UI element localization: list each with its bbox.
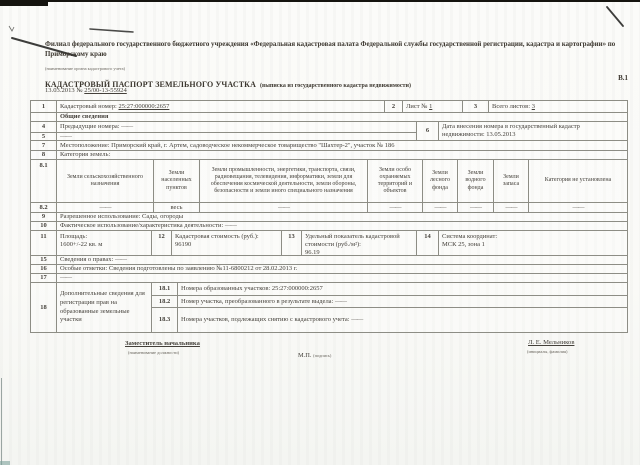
dash-value: —— bbox=[56, 133, 416, 141]
row-number: 9 bbox=[41, 213, 46, 221]
table-row bbox=[31, 273, 627, 282]
table-row bbox=[31, 264, 627, 273]
row-number: 3 bbox=[462, 101, 488, 112]
table-row bbox=[31, 221, 627, 230]
cadastral-number-cell bbox=[56, 101, 384, 112]
coordinate-system-label: Система координат: bbox=[442, 233, 498, 240]
actual-use-cell bbox=[56, 222, 627, 230]
area-value: 1600+/-22 кв. м bbox=[60, 240, 103, 248]
category-col-water: Земли водного фонда bbox=[457, 160, 493, 202]
pen-stroke bbox=[90, 29, 133, 32]
row-number: 7 bbox=[41, 141, 46, 149]
actual-use-label: Фактическое использование/характеристика деятельности: bbox=[60, 222, 224, 230]
row-number: 18.1 bbox=[158, 285, 171, 293]
table-row bbox=[31, 112, 627, 121]
row-number: 13 bbox=[281, 231, 301, 255]
row-number: 5 bbox=[41, 132, 46, 140]
cadastral-value-amount: 96190 bbox=[175, 240, 192, 248]
cadastral-value-cell bbox=[171, 231, 281, 255]
total-sheets-cell bbox=[488, 101, 627, 112]
transformed-parcel-cell bbox=[177, 296, 627, 307]
scan-corner-artifact bbox=[0, 0, 48, 6]
removal-parcels-cell bbox=[177, 308, 627, 332]
table-row bbox=[152, 283, 627, 295]
rights-cell bbox=[56, 256, 627, 264]
document-date: 13.03.2013 № bbox=[45, 87, 83, 94]
row-number: 16 bbox=[40, 265, 47, 273]
category-value: —— bbox=[528, 203, 627, 212]
coordinate-system-value: МСК 25, зона 1 bbox=[442, 240, 485, 248]
table-row-group bbox=[31, 121, 627, 140]
scan-edge-artifact bbox=[0, 0, 640, 2]
signer-position: Заместитель начальника bbox=[125, 340, 200, 347]
total-sheets-label: Всего листов: bbox=[492, 102, 531, 110]
sheet-label: Лист № bbox=[406, 102, 428, 110]
row-number: 15 bbox=[40, 256, 47, 264]
category-value: —— bbox=[199, 203, 367, 212]
table-row-group bbox=[31, 282, 627, 332]
row-number: 1 bbox=[41, 102, 46, 110]
row-number: 18.2 bbox=[158, 297, 171, 305]
category-col-forest: Земли лесного фонда bbox=[422, 160, 457, 202]
scan-bottom-corner-mark bbox=[0, 461, 10, 465]
document-title-row bbox=[45, 74, 623, 92]
table-row bbox=[31, 255, 627, 264]
table-row bbox=[31, 101, 627, 112]
form-code: В.1 bbox=[618, 74, 628, 82]
category-value: —— bbox=[493, 203, 528, 212]
category-col-agricultural: Земли сельскохозяйственного назначения bbox=[56, 160, 153, 202]
row-number: 12 bbox=[151, 231, 171, 255]
cadastral-table bbox=[30, 100, 628, 333]
cadastral-number-value: 25:27:000000:2657 bbox=[118, 102, 170, 110]
signer-name-caption: (инициалы, фамилия) bbox=[527, 349, 568, 354]
category-value: —— bbox=[422, 203, 457, 212]
category-col-not-set: Категория не установлена bbox=[528, 160, 627, 202]
dash-value: —— bbox=[121, 123, 133, 130]
table-row bbox=[31, 122, 416, 132]
row-number: 8.1 bbox=[39, 162, 48, 169]
row-number: 8 bbox=[41, 151, 46, 159]
sheet-value: 1 bbox=[429, 102, 433, 110]
rights-label: Сведения о правах: bbox=[60, 256, 114, 264]
row-number: 8.2 bbox=[39, 203, 48, 211]
org-name: Филиал федерального государственного бюджетного учреждения «Федеральная кадастровая палата Федеральной службы государственной регистрации, кадастра и картографии» по Приморскому краю bbox=[45, 41, 616, 58]
document-date-number bbox=[45, 87, 127, 94]
category-col-settlements: Земли населенных пунктов bbox=[153, 160, 199, 202]
table-row bbox=[31, 212, 627, 221]
table-row bbox=[31, 159, 627, 202]
entry-date-cell: Дата внесения номера в государственный кадастр недвижимости: 13.05.2013 bbox=[438, 122, 627, 140]
table-row bbox=[31, 150, 627, 159]
special-notes-cell: Особые отметки: Сведения подготовлены по заявлению №11-6800212 от 28.02.2013 г. bbox=[56, 265, 627, 273]
row-number: 17 bbox=[40, 274, 47, 282]
specific-value-cell bbox=[301, 231, 416, 255]
row-number: 18.3 bbox=[158, 316, 171, 324]
row-number: 14 bbox=[416, 231, 438, 255]
previous-numbers-cell bbox=[56, 122, 416, 132]
dash-value: —— bbox=[224, 222, 236, 230]
additional-info-subrows bbox=[151, 283, 627, 332]
row-number: 4 bbox=[41, 123, 46, 130]
coordinate-system-cell bbox=[438, 231, 627, 255]
location-cell: Местоположение: Приморский край, г. Артем, садоводческое некоммерческое товарищество "Шахтер-2", участок № 186 bbox=[56, 141, 627, 150]
cadastral-value-label: Кадастровая стоимость (руб.): bbox=[175, 233, 259, 240]
row-number: 2 bbox=[384, 101, 402, 112]
category-value: —— bbox=[56, 203, 153, 212]
stamp-area bbox=[298, 352, 331, 359]
category-value: —— bbox=[457, 203, 493, 212]
formed-parcels-cell: Номера образованных участков: 25:27:000000:2657 bbox=[177, 283, 627, 295]
land-category-cell: Категория земель: bbox=[56, 151, 627, 159]
area-label: Площадь: bbox=[60, 233, 88, 240]
row-number: 6 bbox=[416, 122, 438, 140]
table-row bbox=[152, 307, 627, 332]
signer-name: Л. Е. Мельников bbox=[528, 339, 575, 346]
table-row bbox=[31, 140, 627, 150]
previous-numbers-label: Предыдущие номера: bbox=[60, 123, 120, 130]
stamp-label: М.П. bbox=[298, 352, 312, 359]
cadastral-number-label: Кадастровый номер: bbox=[60, 102, 117, 110]
sheet-cell bbox=[402, 101, 462, 112]
category-col-industry: Земли промышленности, энергетики, транспорта, связи, радиовещания, телевидения, информатики, земли для обеспечения космической деятельности, земли обороны, безопасности и земли иного специального назначения bbox=[199, 160, 367, 202]
table-row bbox=[31, 202, 627, 212]
table-row bbox=[152, 295, 627, 307]
category-col-protected: Земли особо охраняемых территорий и объектов bbox=[367, 160, 422, 202]
document-title-suffix: (выписка из государственного кадастра недвижимости) bbox=[259, 83, 411, 89]
scan-left-edge-artifact bbox=[1, 378, 2, 465]
category-value: весь bbox=[153, 203, 199, 212]
org-name-caption: (наименование органа кадастрового учета) bbox=[45, 66, 126, 71]
previous-numbers-block bbox=[31, 122, 416, 140]
permitted-use-cell: Разрешенное использование: Сады, огороды bbox=[56, 213, 627, 221]
document-title: КАДАСТРОВЫЙ ПАСПОРТ ЗЕМЕЛЬНОГО УЧАСТКА bbox=[45, 80, 256, 89]
area-cell bbox=[56, 231, 151, 255]
table-row bbox=[31, 230, 627, 255]
dash-value: —— bbox=[56, 274, 627, 282]
pen-check-mark bbox=[9, 26, 14, 31]
dash-value: —— bbox=[351, 316, 363, 324]
category-value: —— bbox=[367, 203, 422, 212]
removal-parcels-label: Номера участков, подлежащих снятию с кадастрового учета: bbox=[181, 316, 350, 324]
row-number: 18 bbox=[40, 303, 47, 311]
dash-value: —— bbox=[335, 297, 346, 305]
table-row bbox=[31, 132, 416, 141]
specific-value-label: Удельный показатель кадастровой стоимости (руб./м²): bbox=[305, 233, 400, 248]
dash-value: —— bbox=[114, 256, 126, 264]
total-sheets-value: 3 bbox=[531, 102, 535, 110]
document-number: 25/00-13-55924 bbox=[84, 87, 127, 94]
specific-value-amount: 96.19 bbox=[305, 248, 320, 255]
category-col-reserve: Земли запаса bbox=[493, 160, 528, 202]
row-number bbox=[31, 113, 56, 121]
row-number: 11 bbox=[40, 233, 47, 240]
additional-info-label: Дополнительные сведения для регистрации прав на образованные земельные участки bbox=[56, 283, 151, 332]
section-title: Общие сведения bbox=[56, 113, 627, 121]
transformed-parcel-label: Номер участка, преобразованного в результате выдела: bbox=[181, 297, 334, 305]
stamp-caption: (подпись) bbox=[313, 353, 332, 358]
signer-position-caption: (наименование должности) bbox=[128, 350, 180, 355]
pen-stroke bbox=[607, 7, 623, 26]
row-number: 10 bbox=[40, 222, 47, 230]
